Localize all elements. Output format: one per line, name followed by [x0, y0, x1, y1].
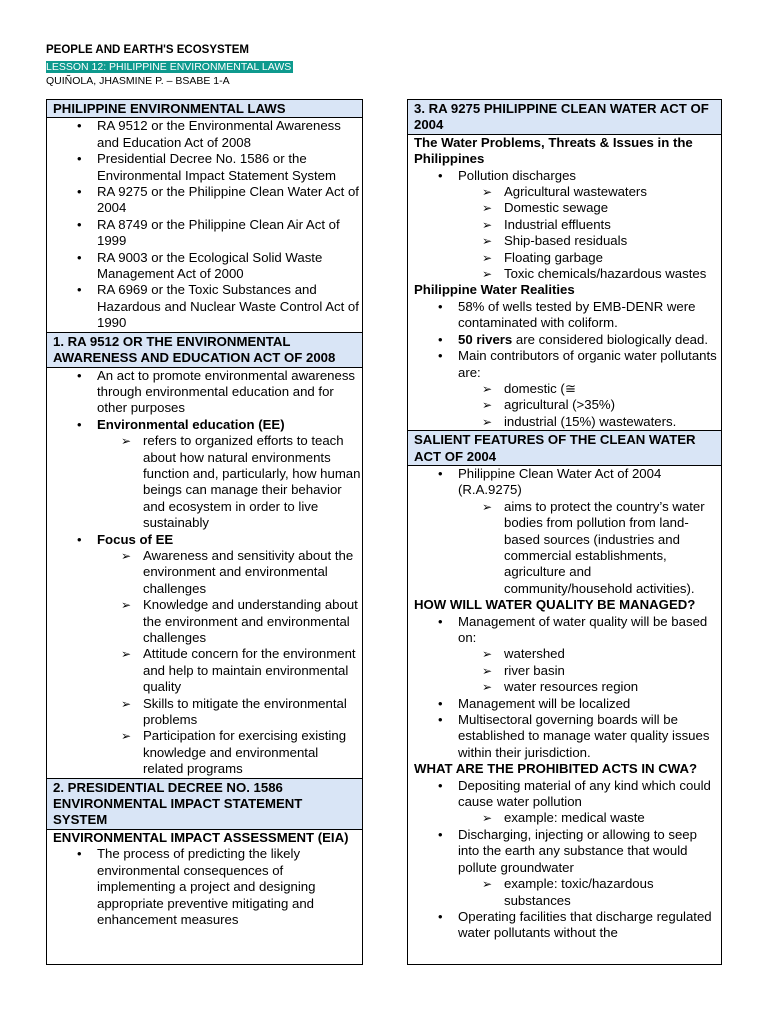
list-item: ➢ example: medical waste [482, 810, 645, 826]
list-item: ➢ agricultural (>35%) [482, 397, 616, 413]
section-3-heading: 3. RA 9275 PHILIPPINE CLEAN WATER ACT OF 2004 [408, 100, 721, 135]
list-item: • Discharging, injecting or allowing to seep into the earth any substance that would pollute groundwater ➢ example: toxic/hazardous substances [408, 827, 721, 909]
list-item: • Philippine Clean Water Act of 2004 (R.A.9275) ➢ aims to protect the country’s water bodies from pollution from land-based sources (industries and commercial establishments, agriculture and community/household activities). [408, 466, 721, 597]
list-item: • Management will be localized [438, 695, 631, 711]
list-item: ➢ watershed [482, 646, 565, 662]
problems-list [408, 168, 721, 283]
list-item: • 58% of wells tested by EMB-DENR were contaminated with coliform. [438, 298, 696, 331]
realities-heading: Philippine Water Realities [414, 282, 575, 298]
list-item: • RA 6969 or the Toxic Substances and Hazardous and Nuclear Waste Control Act of 1990 [77, 282, 359, 331]
list-item: ➢ Industrial effluents [482, 216, 611, 232]
section-2-heading: 2. PRESIDENTIAL DECREE NO. 1586 ENVIRONMENTAL IMPACT STATEMENT SYSTEM [47, 778, 362, 830]
list-item: • An act to promote environmental awareness through environmental education and for other purposes [77, 367, 356, 416]
document-header [46, 44, 293, 87]
list-item: ➢ example: toxic/hazardous substances [482, 876, 654, 908]
list-item: • Presidential Decree No. 1586 or the Environmental Impact Statement System [77, 151, 336, 183]
list-item: • RA 9512 or the Environmental Awareness and Education Act of 2008 [77, 118, 341, 150]
list-item: ➢ Agricultural wastewaters [482, 184, 647, 200]
salient-features-heading: SALIENT FEATURES OF THE CLEAN WATER ACT OF 2004 [408, 430, 721, 466]
section-1-list [47, 368, 362, 778]
problems-heading: The Water Problems, Threats & Issues in the Philippines [414, 134, 693, 167]
left-column [46, 99, 363, 965]
prohibited-list [408, 778, 721, 942]
list-item: • Multisectoral governing boards will be established to manage water quality issues within their jurisdiction. [438, 712, 710, 760]
list-item: ➢ industrial (15%) wastewaters. [482, 413, 677, 429]
list-item: • Depositing material of any kind which could cause water pollution ➢ example: medical waste [408, 778, 721, 827]
list-item: ➢ domestic (≅ [482, 380, 576, 396]
list-item: • Environmental education (EE) ➢ refers to organized efforts to teach about how natural environments function and, particularly, how human beings can manage their behavior and ecosystem in order to live sustainably [77, 416, 361, 531]
list-item: ➢ Knowledge and understanding about the environment and environmental challenges [121, 597, 358, 645]
eia-list [47, 846, 362, 928]
list-item: ➢ Participation for exercising existing knowledge and environmental related programs [121, 728, 347, 777]
list-item: • Management of water quality will be based on: ➢ watershed ➢ river basin ➢ water resources region [408, 614, 721, 696]
list-item: ➢ aims to protect the country’s water bodies from pollution from land-based sources (industries and commercial establishments, agriculture and community/household activities). [482, 498, 705, 596]
list-item: • RA 9003 or the Ecological Solid Waste Management Act of 2000 [77, 249, 323, 282]
list-item: ➢ Toxic chemicals/hazardous wastes [482, 266, 707, 282]
author-line: QUIÑOLA, JHASMINE P. – BSABE 1-A [46, 75, 230, 87]
realities-list [408, 299, 721, 430]
list-item: • RA 8749 or the Philippine Clean Air Act of 1999 [77, 216, 340, 249]
list-item: • Operating facilities that discharge regulated water pollutants without the [438, 908, 712, 941]
list-item: • 50 rivers are considered biologically dead. [438, 331, 709, 347]
list-item: ➢ Floating garbage [482, 249, 603, 265]
list-item: ➢ Awareness and sensitivity about the environment and environmental challenges [121, 547, 354, 596]
list-item: • RA 9275 or the Philippine Clean Water Act of 2004 [77, 184, 359, 216]
laws-list [47, 118, 362, 331]
list-item: ➢ Ship-based residuals [482, 233, 628, 249]
list-item: ➢ Attitude concern for the environment and help to maintain environmental quality [121, 646, 356, 695]
salient-list [408, 466, 721, 597]
list-item: ➢ Domestic sewage [482, 200, 609, 216]
list-item: ➢ refers to organized efforts to teach about how natural environments function and, particularly, how human beings can manage their behavior and ecosystem in order to live sustainably [121, 433, 361, 531]
list-item: ➢ Skills to mitigate the environmental problems [121, 695, 347, 728]
list-item: ➢ water resources region [482, 679, 639, 695]
list-item: • The process of predicting the likely environmental consequences of implementing a project and designing appropriate preventive mitigating and enhancement measures [77, 846, 316, 927]
list-item: • Pollution discharges ➢ Agricultural wastewaters ➢ Domestic sewage ➢ Industrial effluents ➢ Ship-based residuals ➢ Floating garbage ➢ Toxic chemicals/hazardous wastes [408, 168, 721, 283]
right-column [407, 99, 722, 965]
list-item: • Main contributors of organic water pollutants are: ➢ domestic (≅ ➢ agricultural (>35%) ➢ industrial (15%) wastewaters. [408, 348, 721, 430]
course-title: PEOPLE AND EARTH'S ECOSYSTEM [46, 44, 249, 56]
list-item: ➢ river basin [482, 662, 565, 678]
managed-heading: HOW WILL WATER QUALITY BE MANAGED? [414, 597, 696, 613]
management-list [408, 614, 721, 762]
section-1-heading: 1. RA 9512 OR THE ENVIRONMENTAL AWARENESS AND EDUCATION ACT OF 2008 [47, 332, 362, 368]
list-item: • Focus of EE ➢ Awareness and sensitivity about the environment and environmental challenges ➢ Knowledge and understanding about the environment and environmental challenges ➢ Attitude concern for the environment and help to maintain environmental quality ➢ Skills to mitigate the environmental problems ➢ Participation for exercising existing knowledge and environmental related programs [47, 532, 362, 778]
eia-heading: ENVIRONMENTAL IMPACT ASSESSMENT (EIA) [53, 829, 349, 845]
prohibited-heading: WHAT ARE THE PROHIBITED ACTS IN CWA? [414, 761, 698, 777]
lesson-title: LESSON 12: PHILIPPINE ENVIRONMENTAL LAWS [46, 61, 292, 73]
laws-heading: PHILIPPINE ENVIRONMENTAL LAWS [47, 100, 362, 118]
